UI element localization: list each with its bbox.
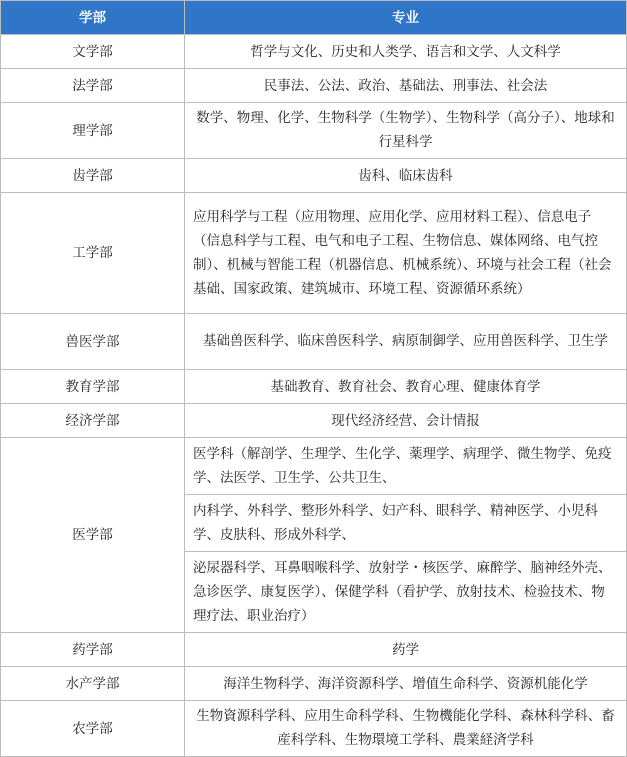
dept-cell: 兽医学部: [1, 314, 185, 370]
major-cell: 应用科学与工程（应用物理、应用化学、应用材料工程）、信息电子（信息科学与工程、电气和电子工程、生物信息、媒体网络、电气控制）、机械与智能工程（机器信息、机械系统）、环境与社会工程（社会基础、国家政策、建筑城市、环境工程、资源循环系统）: [185, 193, 627, 314]
major-cell: 现代经济经营、会计情报: [185, 404, 627, 438]
major-cell: 基础教育、教育社会、教育心理、健康体育学: [185, 370, 627, 404]
table-row: [1, 193, 627, 314]
dept-cell: 农学部: [1, 701, 185, 757]
table-row: [1, 103, 627, 159]
major-cell: 数学、物理、化学、生物科学（生物学）、生物科学（高分子）、地球和行星科学: [185, 103, 627, 159]
dept-cell: 医学部: [1, 438, 185, 633]
major-cell: 药学: [185, 633, 627, 667]
table-row: [1, 404, 627, 438]
header-dept: 学部: [1, 1, 185, 35]
dept-cell: 教育学部: [1, 370, 185, 404]
dept-cell: 经济学部: [1, 404, 185, 438]
table-header-row: [1, 1, 627, 35]
table-row: [1, 667, 627, 701]
dept-cell: 齿学部: [1, 159, 185, 193]
major-cell: 基础兽医科学、临床兽医科学、病原制御学、应用兽医科学、卫生学: [185, 314, 627, 370]
table-row: [1, 633, 627, 667]
major-cell: 哲学与文化、历史和人类学、语言和文学、人文科学: [185, 35, 627, 69]
dept-cell: 文学部: [1, 35, 185, 69]
dept-cell: 工学部: [1, 193, 185, 314]
major-cell: 内科学、外科学、整形外科学、妇产科、眼科学、精神医学、小児科学、皮肤科、形成外科学、: [185, 495, 627, 552]
major-cell: 医学科（解剖学、生理学、生化学、薬理学、病理学、微生物学、免疫学、法医学、卫生学、公共卫生、: [185, 438, 627, 495]
major-cell: 生物資源科学科、应用生命科学科、生物機能化学科、森林科学科、畜産科学科、生物環境工学科、農業経済学科: [185, 701, 627, 757]
table-row: [1, 370, 627, 404]
dept-cell: 理学部: [1, 103, 185, 159]
major-cell: 齿科、临床齿科: [185, 159, 627, 193]
dept-cell: 水产学部: [1, 667, 185, 701]
table-row: [1, 35, 627, 69]
dept-cell: 药学部: [1, 633, 185, 667]
header-major: 专业: [185, 1, 627, 35]
table-row: [1, 69, 627, 103]
table-row: [1, 701, 627, 757]
major-cell: 民事法、公法、政治、基础法、刑事法、社会法: [185, 69, 627, 103]
major-cell: 泌尿器科学、耳鼻咽喉科学、放射学・核医学、麻醉学、脑神经外壳、急诊医学、康复医学）、保健学科（看护学、放射技术、检验技术、物理疗法、职业治疗）: [185, 552, 627, 633]
major-cell: 海洋生物科学、海洋资源科学、增值生命科学、资源机能化学: [185, 667, 627, 701]
dept-cell: 法学部: [1, 69, 185, 103]
table-row: [1, 314, 627, 370]
table-row: [1, 159, 627, 193]
table-row: [1, 438, 627, 495]
